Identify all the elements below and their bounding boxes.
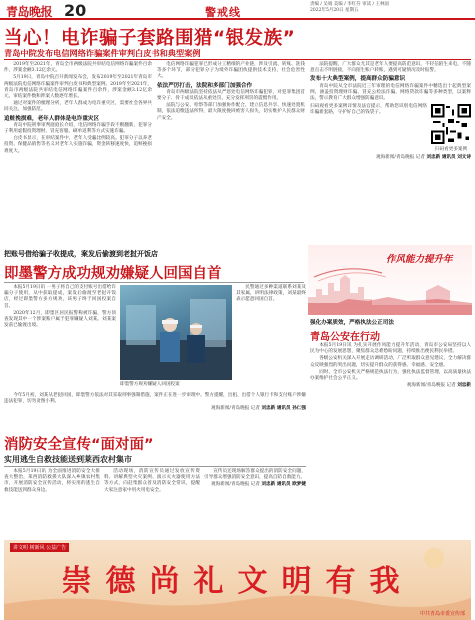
paragraph: 青岛中院刑事审判庭庭长介绍，电信网络诈骗手段不断翻新，犯罪分子利用虚假投资理财、冒充客服、刷单返利等方式实施诈骗。 (4, 122, 152, 135)
lower-column-3 (204, 469, 306, 489)
right-column (310, 343, 471, 389)
qr-caption: 扫码看更多案例 (434, 147, 468, 153)
byline-prefix: 观海新闻/青岛晚报 记者 (211, 482, 260, 488)
banner-credit: 中共青岛市委宣传部 (419, 611, 465, 617)
paragraph: 宣传员还现场解答群众提出的消防安全问题，引导群众增强消防安全意识，提高自防自救能力。 (204, 469, 306, 481)
paragraph: 法院提醒，广大群众尤其是老年人要提高防范意识，不轻信陌生来电，不随意点击不明链接，不向陌生账户转账，遇到可疑情况及时报警。 (310, 62, 471, 74)
main-subheadline: 青岛中院发布电信网络诈骗案件审判白皮书和典型案例 (4, 48, 201, 58)
divider (4, 466, 306, 467)
section-subhead: 追赃挽损难，老年人群体是电诈重灾区 (4, 115, 100, 122)
byline-names: 刘忠新 通讯员 欧梦婕 (261, 482, 306, 488)
page-number: 20 (64, 1, 87, 20)
paragraph: 各级公安机关深入开展走访调研活动，广泛听取群众意见建议，全力解决群众反映强烈的突出问题，切实提升群众的获得感、幸福感、安全感。 (310, 356, 471, 368)
photo-caption: 即墨警方规劝嫌疑人回国投案 (120, 382, 180, 387)
byline-names: 刘忠新 通讯员 孙仁强 (261, 406, 306, 412)
qr-code-icon[interactable] (431, 104, 471, 144)
paragraph: 民警通过多种渠道联系刘某及其家属，讲明法律政策，刘某最终表示愿意回国自首。 (236, 285, 306, 303)
masthead (0, 0, 475, 20)
middle-kicker: 把账号借给骗子收提成，案发后偷渡到老挝开饭店 (4, 250, 158, 258)
paragraph: 本报5月19日讯 为全面推进消防安全大排查大整治，莱西消防救援大队深入乡镇农村集市，开展消防安全宣传活动，将实用的逃生自救技能送到群众身边。 (4, 469, 100, 493)
public-service-banner[interactable] (4, 540, 471, 620)
qr-block (431, 104, 471, 153)
paragraph: 活动现场，消防宣传员通过发放宣传资料、讲解典型火灾案例、演示灭火器使用方法等方式，向赶集群众普及消防安全常识，提醒大家注意家中用火用电安全。 (104, 469, 200, 493)
main-column-1 (4, 62, 152, 156)
banner-tag: 讲文明 树新风 公益广告 (10, 543, 69, 552)
paragraph: 2019年至2021年，青岛全市两级法院共审结电信网络诈骗案件百余件，涉案金额3.12亿余元。 (4, 62, 152, 74)
section-subhead: 依法严厉打击，法院和多部门加强合作 (157, 82, 253, 89)
section-name: 警戒线 (205, 6, 241, 19)
middle-bottom (4, 393, 306, 413)
right-kicker: 强化办案质效，严格执法公正司法 (310, 320, 394, 326)
promo-title: 作风能力提升年 (386, 254, 453, 265)
paragraph: 白皮书显示，在审结案件中，老年人受骗比例较高。犯罪分子以养老投资、保健品销售等名义对老年人实施诈骗，资金转移速度快，追赃挽损难度大。 (4, 136, 152, 154)
main-column-2 (157, 62, 305, 123)
newspaper-brand: 青岛晚报 (6, 5, 53, 19)
main-headline[interactable]: 当心！电诈骗子套路围猎“银发族” (4, 28, 296, 49)
paragraph: 通过对案件的梳理分析，老年人群成为电诈重灾区，需要社会各界共同关注、加强防范。 (4, 101, 152, 113)
byline-prefix: 观海新闻/青岛晚报 记者 (211, 406, 260, 412)
middle-column-3 (236, 285, 306, 305)
lower-subheadline: 实用逃生自救技能送到莱西农村集市 (4, 455, 132, 464)
middle-headline[interactable]: 即墨警方成功规劝嫌疑人回国自首 (4, 266, 222, 282)
issue-date: 2022年5月20日 星期五 (310, 8, 359, 13)
section-subhead: 发布十大典型案例，提高群众防骗意识 (310, 76, 406, 83)
main-column-3 (310, 62, 471, 161)
byline (310, 155, 471, 161)
middle-column-1 (4, 285, 116, 330)
right-headline[interactable]: 青岛公安在行动 (310, 332, 380, 343)
byline-prefix: 观海新闻/青岛晚报 记者 (376, 154, 425, 160)
lower-column-1 (4, 469, 100, 495)
divider (4, 59, 471, 60)
paragraph: 本报5月19日讯 一男子将自己的支付账号出借给诈骗分子使用，从中获取提成，案发后偷渡至老挝开饭店，经过即墨警方多方规劝，该男子终于回国投案自首。 (4, 285, 116, 309)
paragraph: 青岛市两级法院坚持依法从严惩处电信网络诈骗犯罪，对犯罪集团首要分子、骨干成员依法从重处罚，充分发挥刑罚的震慑作用。 (157, 89, 305, 102)
paragraph: 法院与公安、检察等部门加强协作配合，建立信息共享、快速处置机制，依法追缴违法所得，最大限度挽回被害人损失，切实维护人民群众财产安全。 (157, 103, 305, 121)
byline (310, 383, 471, 389)
byline-prefix: 观海新闻/青岛晚报 记者 (406, 383, 456, 389)
byline-names: 刘忠新 (457, 383, 471, 389)
editors: 责编 / 吴娟 美编 / 李红芬 审读 / 王林国 (310, 2, 389, 7)
promo-box (308, 245, 472, 315)
photo-scene-icon (120, 285, 232, 380)
editor-line (310, 2, 470, 14)
paragraph: 2020年12月，即墨区居民报警称被诈骗，警方侦查发现其中一个涉案账户属于犯罪嫌疑人刘某。刘某案发前已偷渡出境。 (4, 310, 116, 329)
byline (204, 482, 306, 488)
paragraph: 电信网络诈骗犯罪已形成分工精细的产业链，涉及引流、转账、洗钱等多个环节，部分犯罪分子为境外诈骗团伙提供技术支持，社会危害性大。 (157, 62, 305, 80)
byline-names: 刘忠新 通讯员 刘文诗 (426, 154, 471, 160)
qr-description: 扫码观看更多案例详情及法官提示，帮助您识别电信网络诈骗新套路，守护好自己的钱袋子。 (310, 104, 427, 116)
paragraph: 5月19日，青岛中院召开新闻发布会，发布2019年至2021年青岛市两级法院电信网络诈骗案件审判白皮书和典型案例。2019年至2021年，青岛市两级法院共审结电信网络诈骗案件百余件，涉案金额3.12亿余元，审结案件数和涉案人数逐年增长。 (4, 75, 152, 100)
banner-slogan: 崇德尚礼文明有我 (61, 564, 414, 599)
paragraph: 青岛中院从全市法院近三年审理的电信网络诈骗案件中精选出十起典型案例，涵盖投资理财诈骗、冒充公检法诈骗、网络贷款诈骗等多种类型，以案释法，警示教育广大群众增强防骗意识。 (310, 83, 471, 102)
lower-column-2 (104, 469, 200, 495)
news-photo[interactable] (120, 285, 232, 380)
lower-headline[interactable]: 消防安全宣传“面对面” (4, 437, 154, 453)
qr-section (310, 104, 471, 153)
paragraph: 本报5月19日讯 为扎实开展作风能力提升年活动，青岛市公安局坚持以人民为中心的发展思想，聚焦群众急难愁盼问题，持续推出便民利民举措。 (310, 343, 471, 355)
divider (4, 282, 304, 283)
byline (4, 406, 306, 412)
paragraph: 今年5月初，刘某从老挝回国，即墨警方依法对其采取刑事强制措施，案件正在进一步审理中。警方提醒，出租、出借个人银行卡和支付账户涉嫌违法犯罪，切勿贪图小利。 (4, 393, 306, 405)
paragraph: 同时，全市公安机关严格规范执法行为，强化执法监督管理，以高质量执法办案维护社会公平正义。 (310, 369, 471, 382)
